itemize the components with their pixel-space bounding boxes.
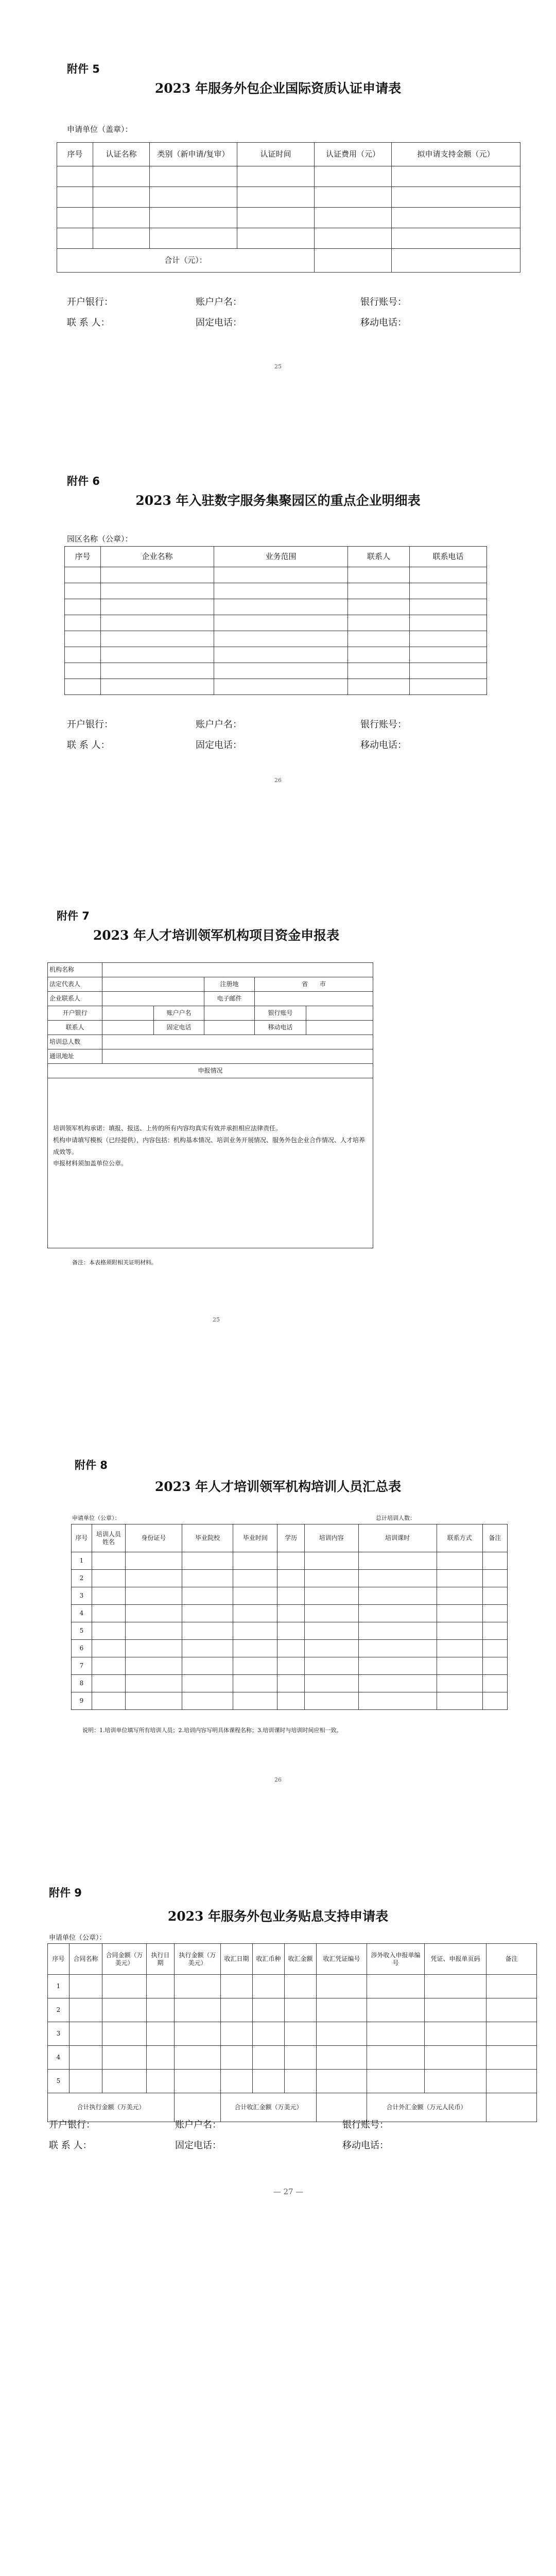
col-header: 序号: [48, 1944, 70, 1975]
table-row: [48, 2022, 537, 2046]
table-row: [72, 1552, 508, 1570]
total-label: 合计（元）：: [57, 249, 315, 273]
declaration-text: 培训领军机构承诺：填报、报送、上传的所有内容均真实有效并承担相应法律责任。: [53, 1125, 282, 1132]
col-header: 凭证、申报单页码: [425, 1944, 486, 1975]
form-title: 2023 年入驻数字服务集聚园区的重点企业明细表: [135, 493, 421, 508]
declaration-text: 申报材料须加盖单位公章。: [53, 1160, 128, 1167]
table-row: [72, 1587, 508, 1605]
contact-label: 联 系 人：: [67, 317, 110, 328]
col-header: 序号: [72, 1524, 92, 1552]
col-header: 业务范围: [214, 547, 348, 567]
form-title: 2023 年服务外包业务贴息支持申请表: [167, 1909, 389, 1924]
sum-exec-label: 合计执行金额（万美元）: [48, 2093, 175, 2122]
table-row: [57, 166, 520, 187]
sum-recv-label: 合计收汇金额（万美元）: [221, 2093, 317, 2122]
interest-subsidy-table: [47, 1943, 537, 2122]
attachment-label: 附件 9: [49, 1887, 82, 1899]
bank-label: 开户银行：: [67, 719, 113, 730]
city-label: 市: [319, 980, 326, 988]
account-no-label: 银行账号：: [360, 719, 407, 730]
row-number: 8: [72, 1675, 92, 1692]
legal-rep-label: 法定代表人: [48, 977, 102, 992]
row-number: 5: [48, 2070, 70, 2093]
account-no-label: 银行账号：: [342, 2120, 389, 2130]
account-name-label: 账户户名：: [196, 297, 242, 308]
attachment-9-section: [0, 1865, 556, 2226]
bank-label: 开户银行：: [49, 2120, 95, 2130]
col-header: 认证名称: [93, 143, 150, 166]
row-number: 4: [72, 1605, 92, 1622]
attachment-label: 附件 6: [67, 475, 100, 487]
col-header: 备注: [482, 1524, 507, 1552]
account-name-label: 账户户名: [154, 1006, 204, 1021]
form-title: 2023 年人才培训领军机构培训人员汇总表: [154, 1479, 402, 1494]
table-note: 备注：本表格须附相关证明材料。: [72, 1259, 157, 1266]
table-row: [48, 1975, 537, 1998]
row-number: 4: [48, 2046, 70, 2070]
col-header: 类别（新申请/复审）: [150, 143, 237, 166]
table-row: [65, 583, 487, 599]
col-header: 序号: [57, 143, 93, 166]
attachment-label: 附件 5: [67, 63, 100, 75]
mobile-label: 移动电话：: [360, 740, 407, 751]
row-number: 9: [72, 1692, 92, 1710]
col-header: 序号: [65, 547, 101, 567]
col-header: 企业名称: [101, 547, 214, 567]
page-number: — 27 —: [273, 2187, 304, 2196]
table-row: [48, 2046, 537, 2070]
total-people-label: 总计培训人数：: [376, 1515, 415, 1521]
declaration-header: 申报情况: [48, 1064, 373, 1078]
contact-label: 联系人: [48, 1021, 102, 1035]
col-header: 培训内容: [304, 1524, 358, 1552]
applicant-label: 申请单位（公章）：: [72, 1515, 120, 1521]
phone-label: 固定电话：: [196, 317, 242, 328]
col-header: 学历: [277, 1524, 304, 1552]
col-header: 收汇币种: [253, 1944, 285, 1975]
row-number: 2: [72, 1570, 92, 1587]
phone-label: 固定电话：: [175, 2140, 221, 2151]
col-header: 身份证号: [125, 1524, 182, 1552]
trainee-summary-table: [71, 1524, 508, 1710]
col-header: 认证费用（元）: [315, 143, 392, 166]
table-row: [65, 647, 487, 663]
col-header: 涉外收入申报单编号: [367, 1944, 425, 1975]
reg-place-label: 注册地: [204, 977, 255, 992]
page-number: 26: [274, 1776, 282, 1783]
table-row: [72, 1622, 508, 1640]
table-row: [65, 567, 487, 583]
col-header: 合同金额（万美元）: [102, 1944, 147, 1975]
form-title: 2023 年人才培训领军机构项目资金申报表: [93, 928, 340, 943]
table-row: [48, 1998, 537, 2022]
table-row: [72, 1570, 508, 1587]
account-no-label: 银行账号：: [360, 297, 407, 308]
table-row: [65, 663, 487, 679]
mobile-label: 移动电话：: [342, 2140, 389, 2151]
attachment-7-section: [0, 886, 556, 1381]
col-header: 收汇日期: [221, 1944, 253, 1975]
certification-table: [57, 142, 520, 273]
row-number: 7: [72, 1657, 92, 1675]
attachment-label: 附件 7: [57, 910, 90, 922]
table-row: [65, 615, 487, 631]
table-row: [48, 2070, 537, 2093]
table-row: [72, 1675, 508, 1692]
bank-label: 开户银行：: [67, 297, 113, 308]
col-header: 收汇凭证编号: [317, 1944, 367, 1975]
col-header: 备注: [486, 1944, 537, 1975]
row-number: 1: [48, 1975, 70, 1998]
col-header: 认证时间: [237, 143, 315, 166]
table-row: [72, 1605, 508, 1622]
row-number: 2: [48, 1998, 70, 2022]
form-title: 2023 年服务外包企业国际资质认证申请表: [154, 81, 402, 96]
org-name-label: 机构名称: [48, 963, 102, 977]
funding-application-table: [47, 962, 373, 1248]
col-header: 执行金额（万美元）: [175, 1944, 221, 1975]
attachment-5-section: [0, 0, 556, 392]
declaration-text: 机构申请填写模板（已经提供），内容包括：机构基本情况、培训业务开展情况、服务外包企业合作情况、人才培养成效等。: [53, 1136, 366, 1156]
col-header: 执行日期: [147, 1944, 175, 1975]
col-header: 培训人员姓名: [92, 1524, 125, 1552]
trainees-label: 培训总人数: [48, 1035, 102, 1049]
park-name-label: 园区名称（公章）：: [67, 534, 133, 544]
enterprise-table: [64, 546, 487, 695]
bank-label: 开户银行: [48, 1006, 102, 1021]
declaration-body: [48, 1078, 373, 1248]
contact-label: 联 系 人：: [49, 2140, 92, 2151]
contact-person-label: 企业联系人: [48, 992, 102, 1006]
table-row: [57, 208, 520, 228]
col-header: 联系电话: [410, 547, 487, 567]
attachment-6-section: [0, 453, 556, 814]
phone-label: 固定电话: [154, 1021, 204, 1035]
row-number: 6: [72, 1640, 92, 1657]
account-name-label: 账户户名：: [175, 2120, 221, 2130]
province-label: 省: [302, 980, 308, 988]
applicant-label: 申请单位（公章）：: [49, 1934, 106, 1942]
table-row: [65, 631, 487, 647]
address-label: 通讯地址: [48, 1049, 102, 1064]
page-number: 26: [274, 777, 282, 784]
table-row: [72, 1640, 508, 1657]
account-no-label: 银行账号: [255, 1006, 306, 1021]
table-row: [72, 1657, 508, 1675]
col-header: 毕业院校: [182, 1524, 233, 1552]
account-name-label: 账户户名：: [196, 719, 242, 730]
col-header: 联系方式: [437, 1524, 482, 1552]
col-header: 合同名称: [70, 1944, 102, 1975]
phone-label: 固定电话：: [196, 740, 242, 751]
table-row: [65, 599, 487, 615]
email-label: 电子邮件: [204, 992, 255, 1006]
row-number: 5: [72, 1622, 92, 1640]
table-row: [57, 187, 520, 208]
row-number: 3: [48, 2022, 70, 2046]
col-header: 拟申请支持金额（元）: [392, 143, 520, 166]
col-header: 收汇金额: [285, 1944, 317, 1975]
mobile-label: 移动电话：: [360, 317, 407, 328]
row-number: 3: [72, 1587, 92, 1605]
col-header: 联系人: [348, 547, 410, 567]
contact-label: 联 系 人：: [67, 740, 110, 751]
col-header: 培训课时: [358, 1524, 437, 1552]
table-row: [57, 228, 520, 249]
sum-foreign-label: 合计外汇金额（万元人民币）: [367, 2093, 486, 2122]
applicant-label: 申请单位（盖章）：: [67, 125, 133, 134]
row-number: 1: [72, 1552, 92, 1570]
table-note: 说明：1.培训单位填写所有培训人员；2.培训内容写明具体课程名称；3.培训课时与培训时间应相一致。: [82, 1727, 342, 1734]
table-row: [65, 679, 487, 695]
col-header: 毕业时间: [233, 1524, 277, 1552]
page-number: 25: [213, 1316, 220, 1323]
attachment-label: 附件 8: [75, 1459, 108, 1471]
page-number: 25: [274, 363, 282, 370]
attachment-8-section: [0, 1432, 556, 1803]
mobile-label: 移动电话: [255, 1021, 306, 1035]
table-row: [72, 1692, 508, 1710]
